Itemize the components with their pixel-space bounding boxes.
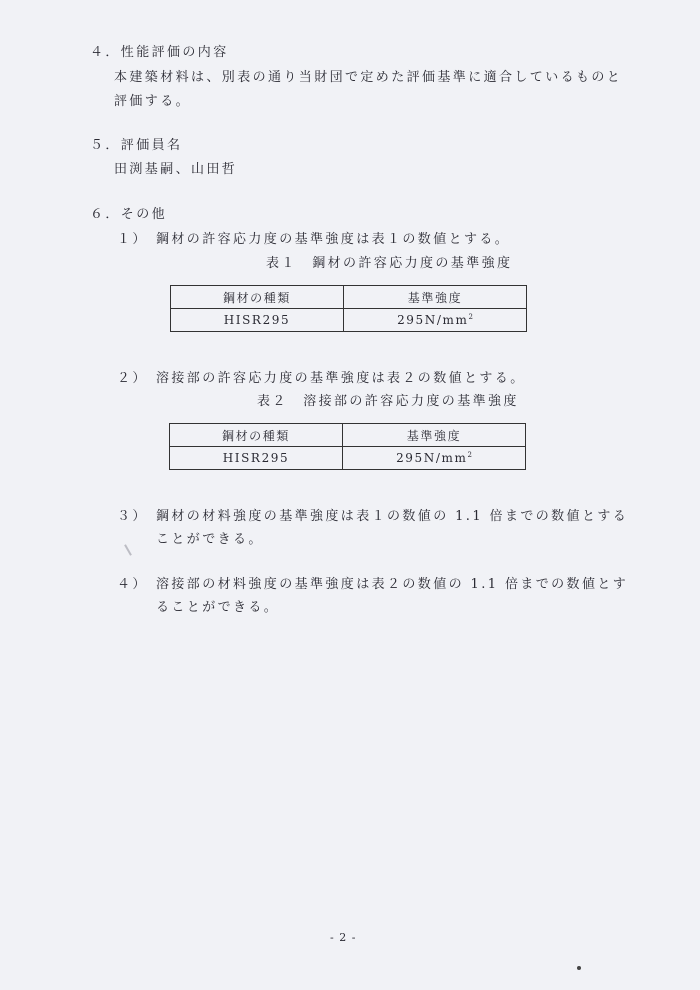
page-number: - 2 - (330, 931, 357, 944)
item-2-number: ２） (117, 371, 148, 386)
table-1-strength-value: 295N/mm (397, 313, 469, 327)
item-2-text: 溶接部の許容応力度の基準強度は表２の数値とする。 (156, 371, 526, 386)
table-1-unit-exponent: 2 (468, 313, 473, 321)
scan-dot (577, 966, 581, 970)
item-4-line-2: ることができる。 (156, 600, 280, 615)
table-1-header-row (171, 286, 527, 309)
item-3-number: ３） (117, 509, 148, 524)
table-2-strength-value: 295N/mm (396, 451, 468, 465)
item-1-number: １） (117, 232, 148, 247)
table-2-unit-exponent: 2 (467, 451, 472, 459)
section-5-heading: ５．評価員名 (90, 138, 183, 153)
item-1-text: 鋼材の許容応力度の基準強度は表１の数値とする。 (156, 232, 511, 247)
item-3-line-2: ことができる。 (156, 532, 264, 547)
item-3-line-1: 鋼材の材料強度の基準強度は表１の数値の 1.1 倍までの数値とする (156, 509, 629, 524)
evaluator-names: 田渕基嗣、山田哲 (114, 162, 238, 177)
table-2-caption: 表２ 溶接部の許容応力度の基準強度 (257, 394, 519, 409)
table-2-header-strength: 基準強度 (343, 424, 526, 447)
table-1 (170, 285, 527, 332)
table-2-header-steel-type: 鋼材の種類 (170, 424, 343, 447)
item-4-line-1: 溶接部の材料強度の基準強度は表２の数値の 1.1 倍までの数値とす (156, 577, 629, 592)
table-2-cell-strength (343, 447, 526, 470)
table-row (171, 309, 527, 332)
table-2-header-row (170, 424, 526, 447)
section-6-heading: ６．その他 (90, 207, 168, 222)
section-4-heading: ４．性能評価の内容 (90, 45, 229, 60)
table-2 (169, 423, 526, 470)
section-4-line-2: 評価する。 (114, 94, 192, 109)
item-4-number: ４） (117, 577, 148, 592)
table-1-header-steel-type: 鋼材の種類 (171, 286, 344, 309)
table-1-header-strength: 基準強度 (344, 286, 527, 309)
table-1-cell-steel-type: HISR295 (171, 309, 344, 332)
scan-mark (124, 544, 132, 555)
table-1-cell-strength (344, 309, 527, 332)
table-1-caption: 表１ 鋼材の許容応力度の基準強度 (266, 256, 513, 271)
section-4-line-1: 本建築材料は、別表の通り当財団で定めた評価基準に適合しているものと (114, 70, 623, 85)
table-row (170, 447, 526, 470)
table-2-cell-steel-type: HISR295 (170, 447, 343, 470)
